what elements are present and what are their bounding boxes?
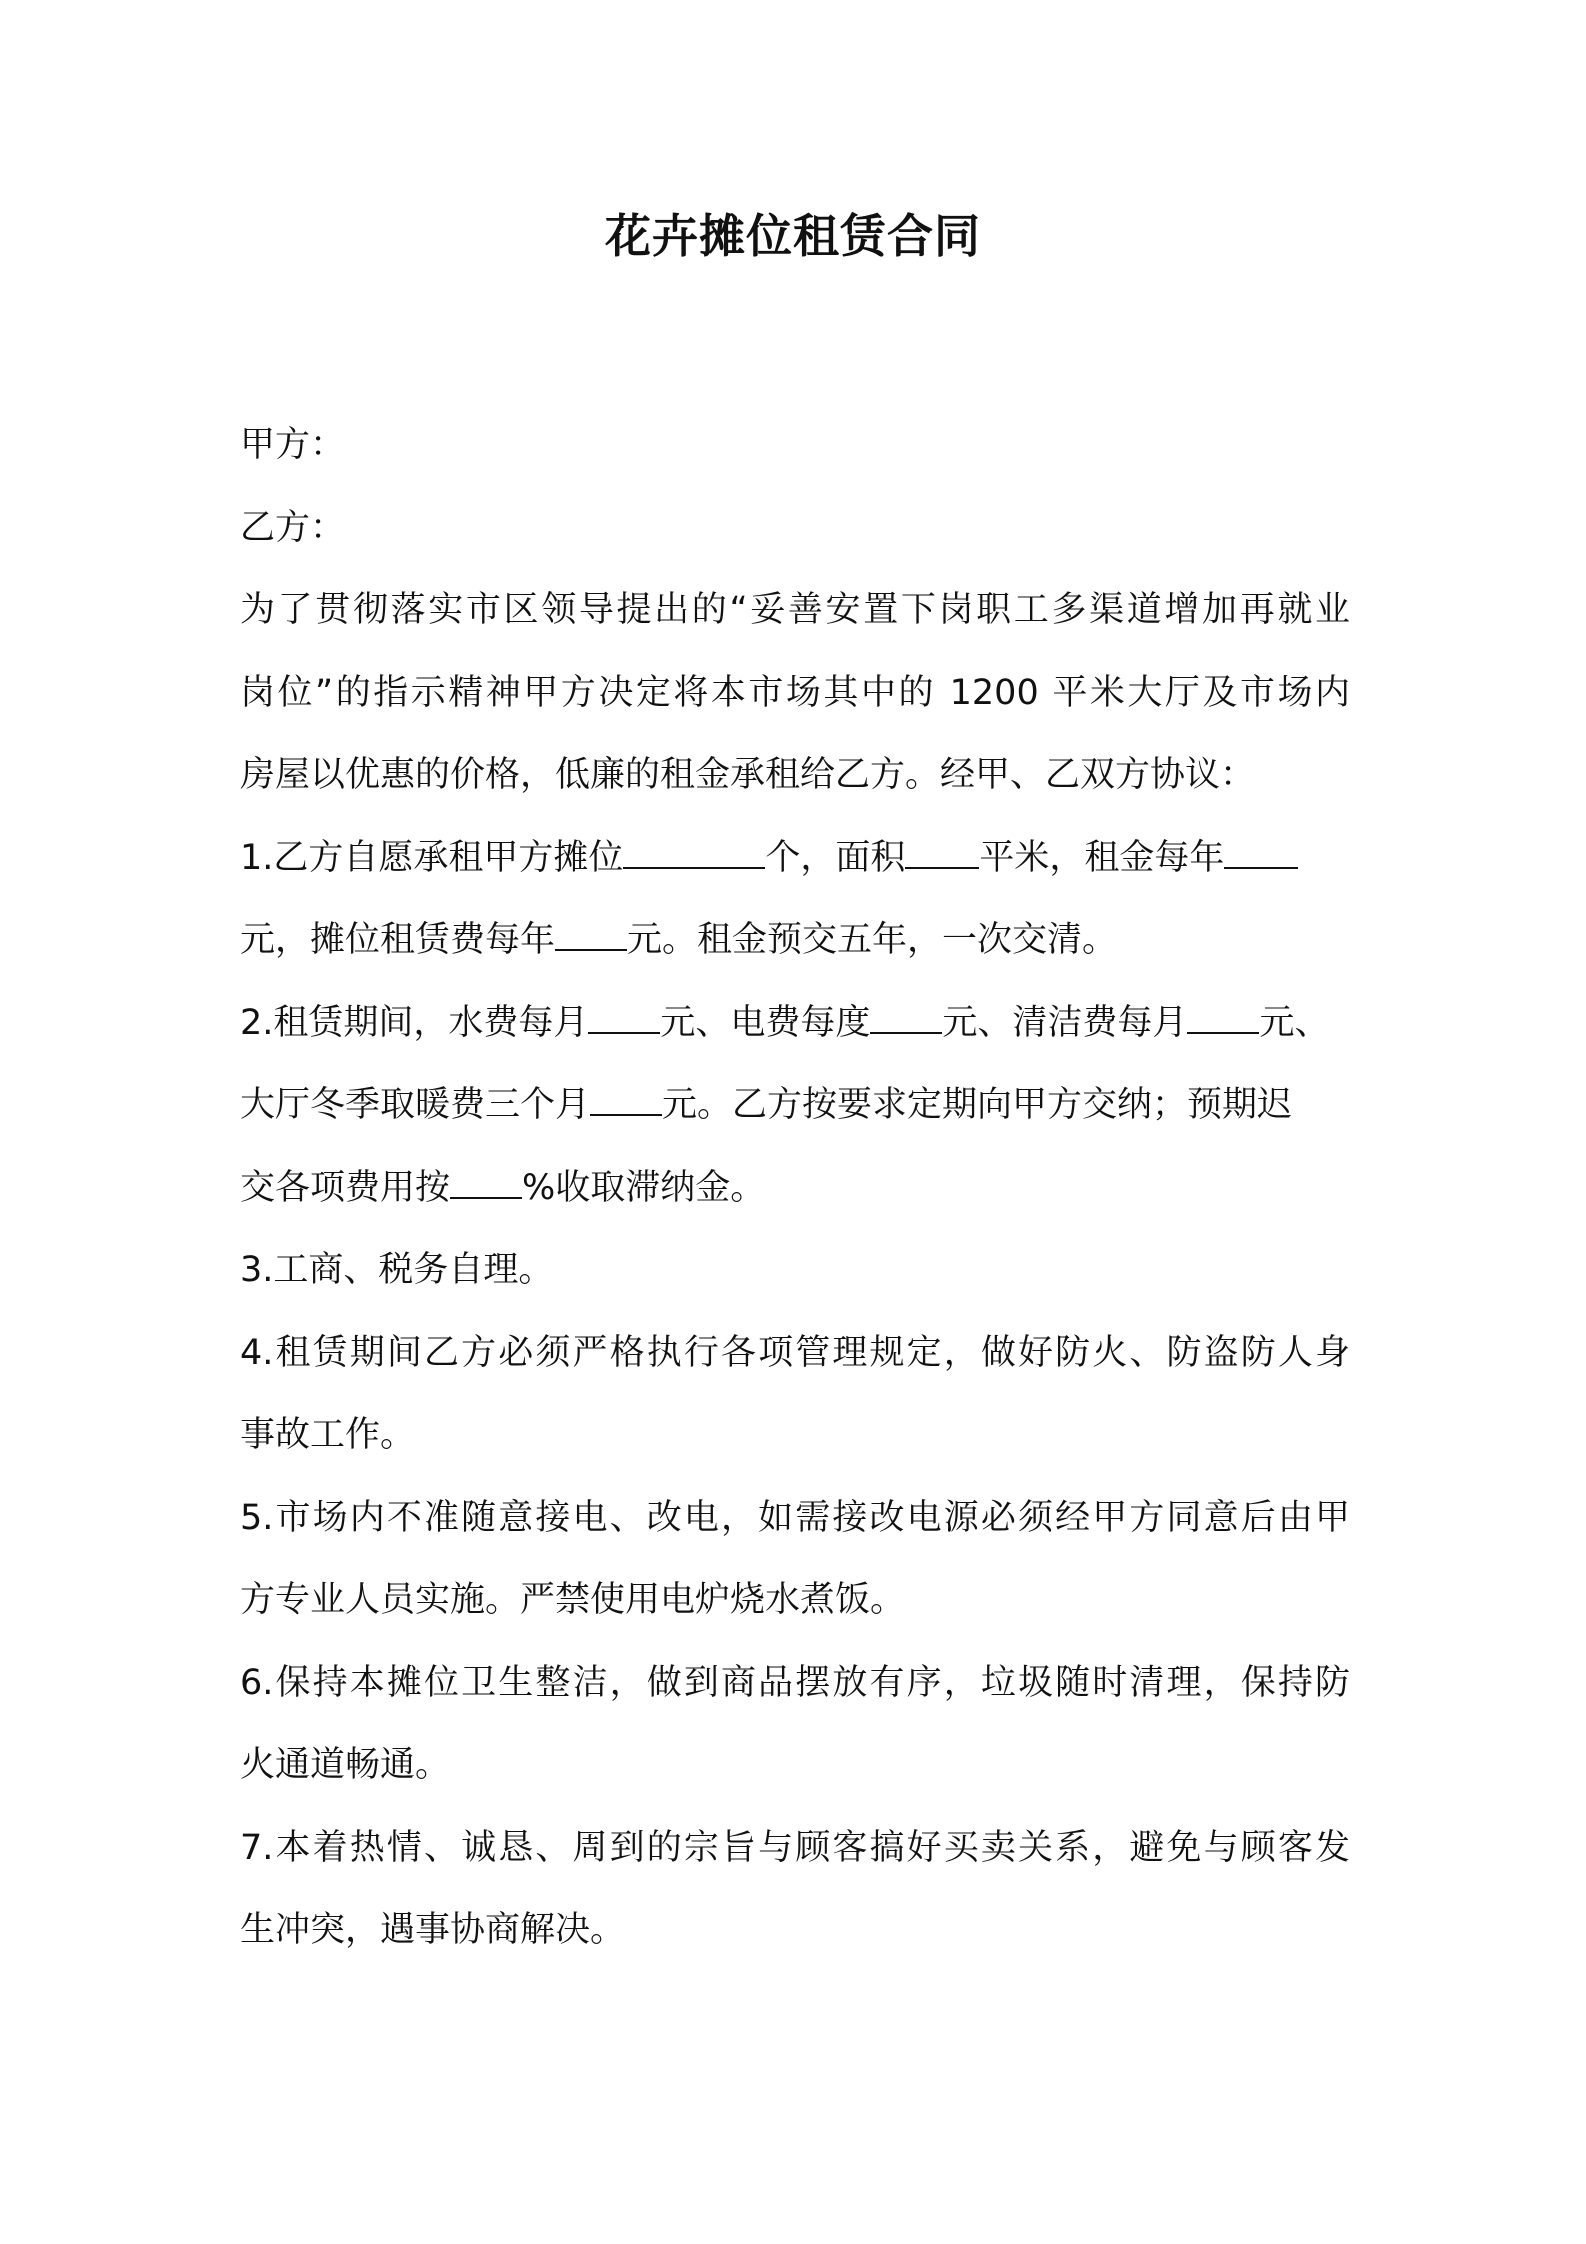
heating-fee-blank (590, 1084, 662, 1116)
intro-line-1: 为了贯彻落实市区领导提出的“妥善安置下岗职工多渠道增加再就业 (240, 590, 1350, 630)
clause-7-line-2: 生冲突，遇事协商解决。 (240, 1910, 626, 1950)
clause-2-text-b: 元、电费每度 (660, 1002, 871, 1043)
clause-2-text-e: 大厅冬季取暖费三个月 (240, 1085, 591, 1125)
area-blank (905, 837, 979, 869)
cleaning-fee-blank (1187, 1002, 1259, 1034)
clause-1-text-d: 元，摊位租赁费每年 (240, 920, 556, 960)
intro-line-2: 岗位”的指示精神甲方决定将本市场其中的 1200 平米大厅及市场内 (240, 672, 1350, 713)
clause-1-text-a: 1.乙方自愿承租甲方摊位 (240, 837, 624, 878)
party-b-label: 乙方： (240, 507, 346, 548)
clause-2-line-3 (240, 1147, 1350, 1230)
intro-line-3: 房屋以优惠的价格，低廉的租金承租给乙方。经甲、乙双方协议： (240, 755, 1256, 795)
late-fee-rate-blank (450, 1167, 522, 1199)
clause-6-line-2: 火通道畅通。 (240, 1745, 451, 1785)
clause-6-line-1: 6.保持本摊位卫生整洁，做到商品摆放有序，垃圾随时清理，保持防 (240, 1662, 1350, 1703)
document-body (240, 404, 1350, 1972)
clause-1-text-b: 个，面积 (765, 837, 906, 878)
clause-2-text-f: 元。乙方按要求定期向甲方交纳；预期迟 (662, 1085, 1293, 1125)
clause-5-line-2: 方专业人员实施。严禁使用电炉烧水煮饭。 (240, 1580, 906, 1620)
party-a-label: 甲方： (240, 425, 346, 465)
clause-2-text-g: 交各项费用按 (240, 1167, 451, 1208)
stall-fee-blank (555, 919, 627, 951)
clause-2-text-c: 元、清洁费每月 (942, 1002, 1188, 1043)
clause-2-text-a: 2.租赁期间，水费每月 (240, 1002, 589, 1043)
clause-1-text-c: 平米，租金每年 (979, 837, 1225, 878)
electricity-fee-blank (870, 1002, 942, 1034)
clause-4-line-2: 事故工作。 (240, 1415, 416, 1455)
clause-2-line-1 (240, 982, 1350, 1065)
clause-7-line-1: 7.本着热情、诚恳、周到的宗旨与顾客搞好买卖关系，避免与顾客发 (240, 1827, 1350, 1868)
clause-1-text-e: 元。租金预交五年，一次交清。 (627, 920, 1118, 960)
clause-2-text-h: %收取滞纳金。 (522, 1167, 766, 1208)
clause-2-line-2 (240, 1064, 1350, 1147)
water-fee-blank (588, 1002, 660, 1034)
stall-count-blank (623, 837, 765, 869)
annual-rent-blank (1224, 837, 1298, 869)
clause-1-line-1 (240, 817, 1350, 900)
clause-1-line-2 (240, 899, 1350, 982)
clause-2-text-d: 元、 (1259, 1002, 1330, 1043)
clause-4-line-1: 4.租赁期间乙方必须严格执行各项管理规定，做好防火、防盗防人身 (240, 1332, 1350, 1373)
clause-3: 3.工商、税务自理。 (240, 1250, 554, 1290)
clause-5-line-1: 5.市场内不准随意接电、改电，如需接改电源必须经甲方同意后由甲 (240, 1497, 1350, 1538)
document-title: 花卉摊位租赁合同 (605, 209, 981, 263)
